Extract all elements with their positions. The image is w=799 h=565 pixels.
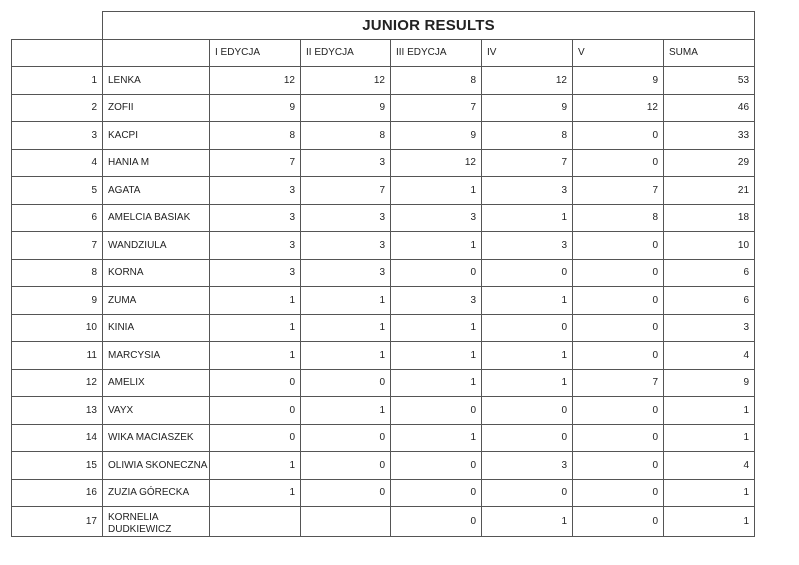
score-cell[interactable]: 46 <box>664 94 755 122</box>
score-cell[interactable]: 1 <box>664 424 755 452</box>
rank-header-cell[interactable] <box>12 39 103 67</box>
score-cell[interactable]: 33 <box>664 122 755 150</box>
score-cell[interactable]: 1 <box>664 479 755 507</box>
table-row <box>12 204 755 232</box>
score-cell[interactable]: 1 <box>391 177 482 205</box>
score-cell[interactable]: 9 <box>573 67 664 95</box>
score-cell[interactable]: 0 <box>391 479 482 507</box>
score-cell[interactable]: 0 <box>482 424 573 452</box>
table-row <box>12 369 755 397</box>
rank-cell[interactable]: 11 <box>12 342 103 370</box>
score-cell[interactable]: 0 <box>391 452 482 480</box>
table-row <box>12 287 755 315</box>
name-cell[interactable]: ZUZIA GÓRECKA <box>103 479 210 507</box>
score-cell[interactable]: 1 <box>301 342 391 370</box>
name-cell[interactable]: AGATA <box>103 177 210 205</box>
rank-cell[interactable]: 1 <box>12 67 103 95</box>
name-cell[interactable]: ZUMA <box>103 287 210 315</box>
name-cell[interactable]: MARCYSIA <box>103 342 210 370</box>
score-cell[interactable]: 3 <box>210 204 301 232</box>
score-cell[interactable]: 0 <box>301 479 391 507</box>
corner-cell <box>12 12 103 40</box>
score-cell[interactable]: 4 <box>664 452 755 480</box>
table-row <box>12 507 755 537</box>
score-cell[interactable]: 3 <box>301 149 391 177</box>
score-cell[interactable]: 12 <box>210 67 301 95</box>
score-cell[interactable]: 12 <box>301 67 391 95</box>
score-cell[interactable]: 8 <box>573 204 664 232</box>
score-cell[interactable]: 7 <box>482 149 573 177</box>
rank-cell[interactable]: 17 <box>12 507 103 537</box>
column-header[interactable]: III EDYCJA <box>391 39 482 67</box>
score-cell[interactable]: 0 <box>482 314 573 342</box>
score-cell[interactable]: 0 <box>573 314 664 342</box>
results-table <box>11 11 755 537</box>
table-row <box>12 232 755 260</box>
score-cell[interactable]: 9 <box>664 369 755 397</box>
table-row <box>12 479 755 507</box>
score-cell[interactable]: 7 <box>210 149 301 177</box>
score-cell[interactable]: 12 <box>391 149 482 177</box>
name-cell[interactable]: KACPI <box>103 122 210 150</box>
column-header[interactable]: SUMA <box>664 39 755 67</box>
score-cell[interactable]: 0 <box>573 424 664 452</box>
score-cell[interactable]: 3 <box>301 259 391 287</box>
score-cell[interactable]: 1 <box>482 287 573 315</box>
rank-cell[interactable]: 7 <box>12 232 103 260</box>
table-row <box>12 94 755 122</box>
score-cell[interactable]: 0 <box>573 397 664 425</box>
score-cell[interactable]: 0 <box>301 452 391 480</box>
name-cell[interactable]: ZOFII <box>103 94 210 122</box>
table-row <box>12 259 755 287</box>
score-cell[interactable]: 6 <box>664 287 755 315</box>
score-cell[interactable]: 8 <box>301 122 391 150</box>
name-cell[interactable]: AMELIX <box>103 369 210 397</box>
score-cell[interactable]: 3 <box>391 204 482 232</box>
score-cell[interactable]: 8 <box>482 122 573 150</box>
table-row <box>12 149 755 177</box>
rank-cell[interactable]: 5 <box>12 177 103 205</box>
score-cell[interactable]: 0 <box>301 424 391 452</box>
score-cell[interactable]: 7 <box>573 369 664 397</box>
rank-cell[interactable]: 12 <box>12 369 103 397</box>
score-cell[interactable] <box>210 507 301 537</box>
name-cell[interactable]: VAYX <box>103 397 210 425</box>
score-cell[interactable]: 0 <box>573 259 664 287</box>
score-cell[interactable]: 53 <box>664 67 755 95</box>
score-cell[interactable]: 3 <box>482 177 573 205</box>
score-cell[interactable]: 1 <box>391 232 482 260</box>
score-cell[interactable]: 3 <box>210 232 301 260</box>
score-cell[interactable]: 0 <box>391 397 482 425</box>
score-cell[interactable]: 0 <box>482 259 573 287</box>
score-cell[interactable]: 8 <box>210 122 301 150</box>
score-cell[interactable]: 1 <box>210 314 301 342</box>
score-cell[interactable]: 1 <box>301 397 391 425</box>
name-header-cell[interactable] <box>103 39 210 67</box>
rank-cell[interactable]: 13 <box>12 397 103 425</box>
score-cell[interactable]: 3 <box>210 259 301 287</box>
score-cell[interactable]: 18 <box>664 204 755 232</box>
score-cell[interactable] <box>301 507 391 537</box>
score-cell[interactable]: 1 <box>391 314 482 342</box>
rank-cell[interactable]: 16 <box>12 479 103 507</box>
score-cell[interactable]: 0 <box>482 397 573 425</box>
score-cell[interactable]: 1 <box>482 342 573 370</box>
table-row <box>12 424 755 452</box>
rank-cell[interactable]: 15 <box>12 452 103 480</box>
score-cell[interactable]: 1 <box>210 342 301 370</box>
score-cell[interactable]: 12 <box>573 94 664 122</box>
score-cell[interactable]: 10 <box>664 232 755 260</box>
column-header[interactable]: II EDYCJA <box>301 39 391 67</box>
table-row <box>12 452 755 480</box>
score-cell[interactable]: 0 <box>573 507 664 537</box>
table-title: JUNIOR RESULTS <box>103 12 755 40</box>
score-cell[interactable]: 6 <box>664 259 755 287</box>
score-cell[interactable]: 0 <box>210 369 301 397</box>
score-cell[interactable]: 0 <box>391 507 482 537</box>
column-header[interactable]: IV <box>482 39 573 67</box>
score-cell[interactable]: 7 <box>573 177 664 205</box>
score-cell[interactable]: 1 <box>210 287 301 315</box>
score-cell[interactable]: 0 <box>573 232 664 260</box>
table-row <box>12 177 755 205</box>
score-cell[interactable]: 0 <box>391 259 482 287</box>
table-row <box>12 342 755 370</box>
score-cell[interactable]: 7 <box>391 94 482 122</box>
header-row <box>12 39 755 67</box>
score-cell[interactable]: 1 <box>391 369 482 397</box>
score-cell[interactable]: 12 <box>482 67 573 95</box>
score-cell[interactable]: 9 <box>301 94 391 122</box>
score-cell[interactable]: 0 <box>482 479 573 507</box>
score-cell[interactable]: 9 <box>210 94 301 122</box>
score-cell[interactable]: 1 <box>482 507 573 537</box>
name-cell[interactable]: WIKA MACIASZEK <box>103 424 210 452</box>
score-cell[interactable]: 1 <box>664 507 755 537</box>
column-header[interactable]: I EDYCJA <box>210 39 301 67</box>
score-cell[interactable]: 0 <box>301 369 391 397</box>
results-sheet <box>11 11 755 565</box>
score-cell[interactable]: 1 <box>391 342 482 370</box>
name-cell[interactable]: HANIA M <box>103 149 210 177</box>
title-row <box>12 12 755 40</box>
score-cell[interactable]: 3 <box>301 204 391 232</box>
table-row <box>12 122 755 150</box>
score-cell[interactable]: 1 <box>210 452 301 480</box>
score-cell[interactable]: 0 <box>573 122 664 150</box>
score-cell[interactable]: 1 <box>482 204 573 232</box>
table-row <box>12 67 755 95</box>
score-cell[interactable]: 3 <box>210 177 301 205</box>
score-cell[interactable]: 9 <box>482 94 573 122</box>
name-cell[interactable]: KORNELIA DUDKIEWICZ <box>103 507 210 537</box>
rank-cell[interactable]: 8 <box>12 259 103 287</box>
score-cell[interactable]: 0 <box>573 287 664 315</box>
score-cell[interactable]: 3 <box>664 314 755 342</box>
name-cell[interactable]: KORNA <box>103 259 210 287</box>
score-cell[interactable]: 29 <box>664 149 755 177</box>
score-cell[interactable]: 7 <box>301 177 391 205</box>
score-cell[interactable]: 3 <box>391 287 482 315</box>
score-cell[interactable]: 1 <box>391 424 482 452</box>
score-cell[interactable]: 21 <box>664 177 755 205</box>
score-cell[interactable]: 1 <box>301 287 391 315</box>
score-cell[interactable]: 1 <box>301 314 391 342</box>
name-cell[interactable]: OLIWIA SKONECZNA <box>103 452 210 480</box>
score-cell[interactable]: 1 <box>482 369 573 397</box>
score-cell[interactable]: 9 <box>391 122 482 150</box>
score-cell[interactable]: 0 <box>573 452 664 480</box>
rank-cell[interactable]: 3 <box>12 122 103 150</box>
score-cell[interactable]: 3 <box>482 452 573 480</box>
rank-cell[interactable]: 6 <box>12 204 103 232</box>
name-cell[interactable]: KINIA <box>103 314 210 342</box>
column-header[interactable]: V <box>573 39 664 67</box>
score-cell[interactable]: 3 <box>482 232 573 260</box>
rank-cell[interactable]: 2 <box>12 94 103 122</box>
results-body <box>12 12 755 537</box>
score-cell[interactable]: 0 <box>210 424 301 452</box>
score-cell[interactable]: 0 <box>210 397 301 425</box>
score-cell[interactable]: 0 <box>573 479 664 507</box>
rank-cell[interactable]: 10 <box>12 314 103 342</box>
table-row <box>12 314 755 342</box>
name-cell[interactable]: LENKA <box>103 67 210 95</box>
rank-cell[interactable]: 9 <box>12 287 103 315</box>
rank-cell[interactable]: 4 <box>12 149 103 177</box>
score-cell[interactable]: 0 <box>573 149 664 177</box>
score-cell[interactable]: 1 <box>664 397 755 425</box>
score-cell[interactable]: 4 <box>664 342 755 370</box>
rank-cell[interactable]: 14 <box>12 424 103 452</box>
name-cell[interactable]: AMELCIA BASIAK <box>103 204 210 232</box>
score-cell[interactable]: 8 <box>391 67 482 95</box>
table-row <box>12 397 755 425</box>
score-cell[interactable]: 3 <box>301 232 391 260</box>
name-cell[interactable]: WANDZIULA <box>103 232 210 260</box>
score-cell[interactable]: 1 <box>210 479 301 507</box>
score-cell[interactable]: 0 <box>573 342 664 370</box>
